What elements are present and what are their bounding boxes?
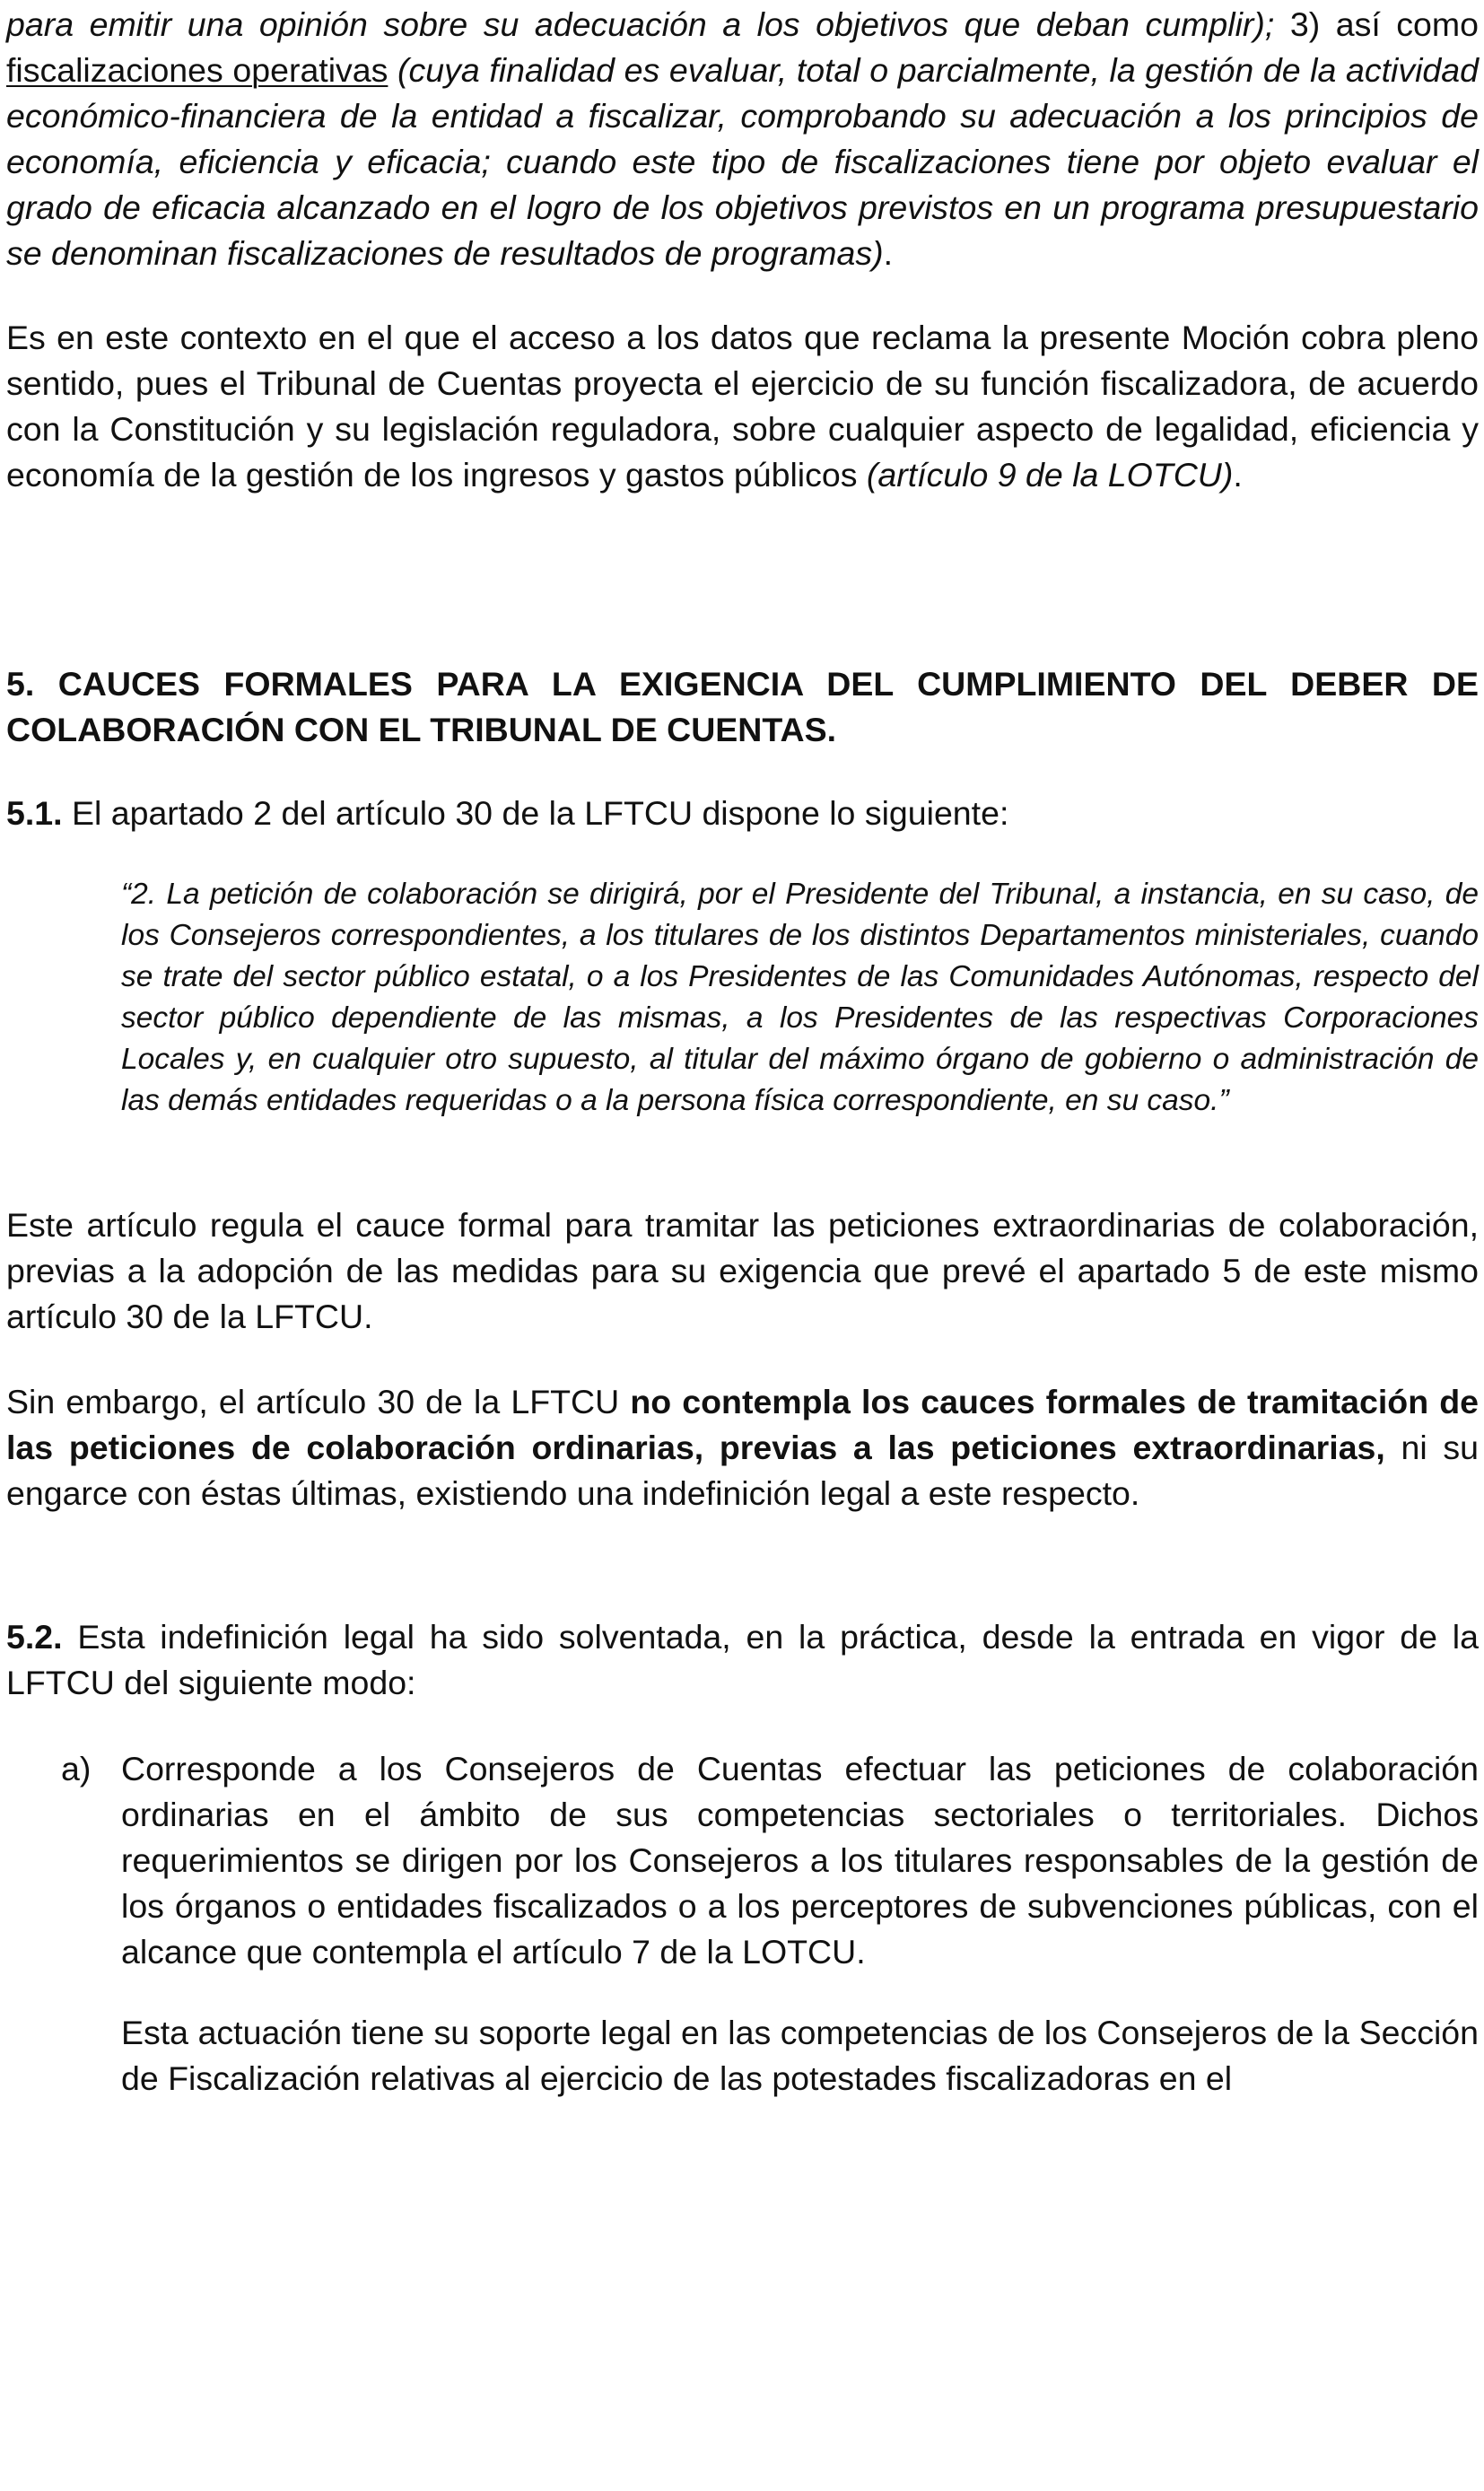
- paragraph-article-regulation: Este artículo regula el cauce formal para tramitar las peticiones extraordinarias de colaboración, previas a la adopción de las medidas para su exigencia que prevé el apartado 5 de este mismo artículo 30 de la LFTCU.: [6, 1206, 1479, 1335]
- paragraph-no-contempla: [6, 1379, 1479, 1516]
- paragraph-fiscalization-types: [6, 2, 1479, 276]
- text: Sin embargo, el artículo 30 de la LFTCU: [6, 1383, 631, 1420]
- text: .: [883, 234, 894, 272]
- text: 3) así como: [1274, 5, 1479, 43]
- text: ni su engarce con éstas últimas, existiendo una indefinición legal a este respecto.: [6, 1429, 1479, 1512]
- italic-reference: (artículo 9 de la LOTCU): [866, 456, 1234, 494]
- list-item-a: Corresponde a los Consejeros de Cuentas efectuar las peticiones de colaboración ordinarias en el ámbito de sus competencias sectoriales o territoriales. Dichos requerimientos se dirigen por los Consejeros a los titulares responsables de la gestión de los órganos o entidades fiscalizados o a los perceptores de subvenciones públicas, con el alcance que contempla el artículo 7 de la LOTCU.: [121, 1750, 1479, 1971]
- list-item-a-continuation: Esta actuación tiene su soporte legal en las competencias de los Consejeros de la Sección de Fiscalización relativas al ejercicio de las potestades fiscalizadoras en el: [121, 2014, 1479, 2097]
- paragraph-5-2: [6, 1614, 1479, 1706]
- italic-text: para emitir una opinión sobre su adecuación a los objetivos que deban cumplir);: [6, 5, 1275, 43]
- legal-quote: “2. La petición de colaboración se dirigirá, por el Presidente del Tribunal, a instancia, en su caso, de los Consejeros correspondientes, a los titulares de los distintos Departamentos ministeriales, cuando se trate del sector público estatal, o a los Presidentes de las Comunidades Autónomas, respecto del sector público dependiente de las mismas, a los Presidentes de las respectivas Corporaciones Locales y, en cualquier otro supuesto, al titular del máximo órgano de gobierno o administración de las demás entidades requeridas o a la persona física correspondiente, en su caso.”: [121, 878, 1479, 1117]
- paragraph-5-1: [6, 791, 1479, 836]
- text: .: [1233, 456, 1243, 494]
- bold-text: no contempla los cauces formales de tramitación de las peticiones de colaboración ordinarias, previas a las peticiones extraordinarias,: [6, 1383, 1480, 1466]
- text: Es en este contexto en el que el acceso a los datos que reclama la presente Moción cobra pleno sentido, pues el Tribunal de Cuentas proyecta el ejercicio de su función fiscalizadora, de acuerdo con la Constitución y su legislación reguladora, sobre cualquier aspecto de legalidad, eficiencia y economía de la gestión de los ingresos y gastos públicos: [6, 319, 1479, 494]
- section-heading: 5. CAUCES FORMALES PARA LA EXIGENCIA DEL CUMPLIMIENTO DEL DEBER DE COLABORACIÓN CON EL TRIBUNAL DE CUENTAS.: [6, 665, 1479, 748]
- text: El apartado 2 del artículo 30 de la LFTCU dispone lo siguiente:: [62, 794, 1009, 832]
- section-number: 5.2.: [6, 1618, 63, 1656]
- text: Esta indefinición legal ha sido solventada, en la práctica, desde la entrada en vigor de la LFTCU del siguiente modo:: [6, 1618, 1479, 1701]
- list-marker-a: a): [61, 1750, 92, 1787]
- italic-text: (cuya finalidad es evaluar, total o parcialmente, la gestión de la actividad económico-financiera de la entidad a fiscalizar, comprobando su adecuación a los principios de economía, eficiencia y eficacia; cuando este tipo de fiscalizaciones tiene por objeto evaluar el grado de eficacia alcanzado en el logro de los objetivos previstos en un programa presupuestario se denominan fiscalizaciones de resultados de programas): [6, 51, 1479, 272]
- paragraph-context: [6, 315, 1479, 498]
- underlined-term: fiscalizaciones operativas: [6, 51, 388, 89]
- section-number: 5.1.: [6, 794, 63, 832]
